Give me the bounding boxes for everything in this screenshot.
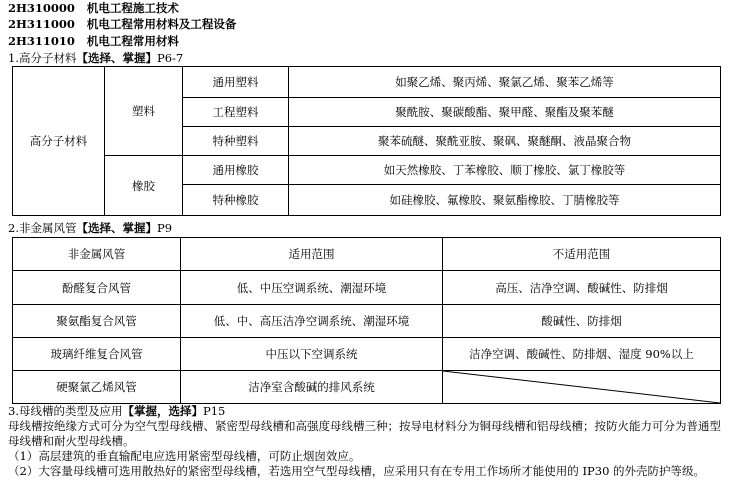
applicable-cell: 低、中、高压洁净空调系统、潮湿环境 [181,305,443,338]
type-cell: 特种橡胶 [183,185,289,216]
duct-name-cell: 酚醛复合风管 [13,271,181,305]
duct-name-cell: 玻璃纤维复合风管 [13,338,181,371]
not-applicable-cell: 酸碱性、防排烟 [443,305,721,338]
section-tag: 【选择、掌握】 [76,51,157,65]
duct-name-cell: 硬聚氯乙烯风管 [13,371,181,404]
section3-title [8,404,225,418]
type-cell: 通用橡胶 [183,156,289,185]
table-row [13,271,721,305]
table-row [13,67,721,98]
group-cell: 塑料 [105,67,183,156]
section-page: P15 [202,404,226,418]
type-cell: 通用塑料 [183,67,289,98]
examples-cell: 聚苯硫醚、聚酰亚胺、聚砜、聚醚酮、液晶聚合物 [289,127,721,156]
heading-code: 2H311010 [8,34,75,48]
heading-title: 机电工程施工技术 [86,1,179,15]
heading-3 [8,34,179,48]
table-row [13,338,721,371]
group-cell: 橡胶 [105,156,183,216]
section-tag: 【选择、掌握】 [76,221,157,235]
applicable-cell: 中压以下空调系统 [181,338,443,371]
duct-table [12,237,721,404]
applicable-cell: 洁净室含酸碱的排风系统 [181,371,443,404]
header-cell: 非金属风管 [13,238,181,271]
empty-diagonal-cell [443,371,721,404]
type-cell: 工程塑料 [183,98,289,127]
table-row [13,305,721,338]
heading-code: 2H311000 [8,17,75,31]
header-cell: 适用范围 [181,238,443,271]
polymer-table [12,66,721,216]
section-page: P6-7 [156,51,184,65]
section-tag: 【掌握，选择】 [122,404,203,418]
not-applicable-cell: 洁净空调、酸碱性、防排烟、湿度 90%以上 [443,338,721,371]
heading-1 [8,1,179,15]
examples-cell: 如硅橡胶、氟橡胶、聚氨酯橡胶、丁腈橡胶等 [289,185,721,216]
examples-cell: 聚酰胺、聚碳酸酯、聚甲醛、聚酯及聚苯醚 [289,98,721,127]
applicable-cell: 低、中压空调系统、潮湿环境 [181,271,443,305]
diagonal-line [443,371,720,403]
not-applicable-cell: 高压、洁净空调、酸碱性、防排烟 [443,271,721,305]
paragraph: （1）高层建筑的垂直输配电应选用紧密型母线槽，可防止烟囱效应。 [8,449,361,463]
heading-title: 机电工程常用材料及工程设备 [86,17,237,31]
duct-name-cell: 聚氨酯复合风管 [13,305,181,338]
section-page: P9 [156,221,173,235]
table-header-row [13,238,721,271]
paragraph: 母线槽按绝缘方式可分为空气型母线槽、紧密型母线槽和高强度母线槽三种；按导电材料分为铜母线槽和铝母线槽；按防火能力可分为普通型母线槽和耐火型母线槽。 [8,419,721,448]
heading-title: 机电工程常用材料 [86,34,179,48]
section2-title [8,221,172,235]
heading-2 [8,17,236,31]
header-cell: 不适用范围 [443,238,721,271]
section-prefix: 2.非金属风管 [8,221,77,235]
paragraph: （2）大容量母线槽可选用散热好的紧密型母线槽，若选用空气型母线槽，应采用只有在专用工作场所才能使用的 IP30 的外壳防护等级。 [8,464,706,478]
section3-body [8,419,724,479]
examples-cell: 如天然橡胶、丁苯橡胶、顺丁橡胶、氯丁橡胶等 [289,156,721,185]
category-cell: 高分子材料 [13,67,105,216]
section-prefix: 1.高分子材料 [8,51,77,65]
section1-title [8,51,183,65]
heading-code: 2H310000 [8,1,75,15]
table-row [13,371,721,404]
type-cell: 特种塑料 [183,127,289,156]
section-prefix: 3.母线槽的类型及应用 [8,404,123,418]
examples-cell: 如聚乙烯、聚丙烯、聚氯乙烯、聚苯乙烯等 [289,67,721,98]
table-row [13,156,721,185]
